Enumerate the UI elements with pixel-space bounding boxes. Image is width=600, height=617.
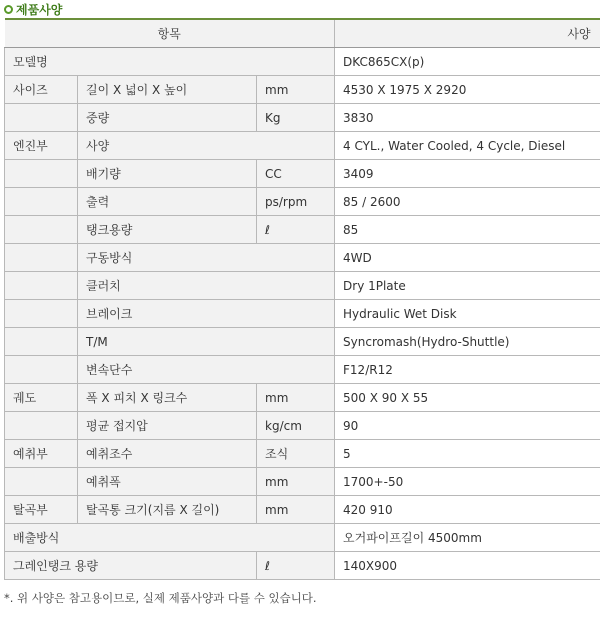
row-group	[5, 412, 78, 440]
row-group	[5, 160, 78, 188]
table-row	[5, 384, 600, 412]
row-value: Syncromash(Hydro-Shuttle)	[335, 328, 600, 356]
row-item: 예취조수	[78, 440, 257, 468]
row-item: 구동방식	[78, 244, 335, 272]
row-value: 85	[335, 216, 600, 244]
row-value: 500 X 90 X 55	[335, 384, 600, 412]
row-group: 사이즈	[5, 76, 78, 104]
row-value: 1700+-50	[335, 468, 600, 496]
row-value: 3830	[335, 104, 600, 132]
row-unit: mm	[257, 468, 335, 496]
section-title-text: 제품사양	[16, 2, 63, 17]
row-unit: Kg	[257, 104, 335, 132]
table-row	[5, 132, 600, 160]
row-unit: mm	[257, 76, 335, 104]
row-group	[5, 244, 78, 272]
table-row	[5, 468, 600, 496]
row-value: 5	[335, 440, 600, 468]
table-row	[5, 160, 600, 188]
row-item: 평균 접지압	[78, 412, 257, 440]
row-item: 중량	[78, 104, 257, 132]
row-group	[5, 356, 78, 384]
table-row	[5, 524, 600, 552]
row-item: T/M	[78, 328, 335, 356]
row-unit: kg/cm	[257, 412, 335, 440]
row-label: 모델명	[5, 48, 335, 76]
row-value: 오거파이프길이 4500mm	[335, 524, 600, 552]
row-group	[5, 216, 78, 244]
row-item: 출력	[78, 188, 257, 216]
row-unit: mm	[257, 384, 335, 412]
table-row	[5, 216, 600, 244]
row-group: 탈곡부	[5, 496, 78, 524]
row-unit: ℓ	[257, 216, 335, 244]
row-value: DKC865CX(p)	[335, 48, 600, 76]
row-item: 사양	[78, 132, 335, 160]
table-row	[5, 188, 600, 216]
header-item: 항목	[5, 19, 335, 48]
row-unit: 조식	[257, 440, 335, 468]
table-row	[5, 104, 600, 132]
row-value: 4530 X 1975 X 2920	[335, 76, 600, 104]
row-item: 폭 X 피치 X 링크수	[78, 384, 257, 412]
row-item: 클러치	[78, 272, 335, 300]
row-group: 궤도	[5, 384, 78, 412]
row-label: 배출방식	[5, 524, 335, 552]
row-group	[5, 104, 78, 132]
row-value: Dry 1Plate	[335, 272, 600, 300]
row-group	[5, 188, 78, 216]
row-value: F12/R12	[335, 356, 600, 384]
row-unit: mm	[257, 496, 335, 524]
header-spec: 사양	[335, 19, 600, 48]
row-label: 그레인탱크 용량	[5, 552, 257, 580]
row-value: 4WD	[335, 244, 600, 272]
table-row	[5, 76, 600, 104]
bullet-icon	[4, 5, 13, 14]
table-row	[5, 328, 600, 356]
row-value: Hydraulic Wet Disk	[335, 300, 600, 328]
row-value: 420 910	[335, 496, 600, 524]
row-value: 4 CYL., Water Cooled, 4 Cycle, Diesel	[335, 132, 600, 160]
row-unit: ps/rpm	[257, 188, 335, 216]
table-row	[5, 356, 600, 384]
row-value: 140X900	[335, 552, 600, 580]
row-item: 예취폭	[78, 468, 257, 496]
row-group: 예취부	[5, 440, 78, 468]
table-row	[5, 272, 600, 300]
row-value: 3409	[335, 160, 600, 188]
row-unit: ℓ	[257, 552, 335, 580]
row-item: 변속단수	[78, 356, 335, 384]
row-item: 탈곡통 크기(지름 X 길이)	[78, 496, 257, 524]
table-row	[5, 244, 600, 272]
disclaimer-note: *. 위 사양은 참고용이므로, 실제 제품사양과 다를 수 있습니다.	[4, 591, 317, 605]
row-group	[5, 328, 78, 356]
section-title	[4, 1, 62, 17]
table-header-row	[5, 19, 600, 48]
table-row	[5, 300, 600, 328]
row-group	[5, 272, 78, 300]
row-item: 탱크용량	[78, 216, 257, 244]
table-row	[5, 496, 600, 524]
row-item: 길이 X 넓이 X 높이	[78, 76, 257, 104]
row-unit: CC	[257, 160, 335, 188]
row-group	[5, 300, 78, 328]
row-group	[5, 468, 78, 496]
table-row	[5, 412, 600, 440]
row-value: 90	[335, 412, 600, 440]
row-item: 배기량	[78, 160, 257, 188]
spec-table	[4, 18, 600, 580]
row-value: 85 / 2600	[335, 188, 600, 216]
table-row	[5, 48, 600, 76]
table-row	[5, 552, 600, 580]
table-row	[5, 440, 600, 468]
row-group: 엔진부	[5, 132, 78, 160]
row-item: 브레이크	[78, 300, 335, 328]
